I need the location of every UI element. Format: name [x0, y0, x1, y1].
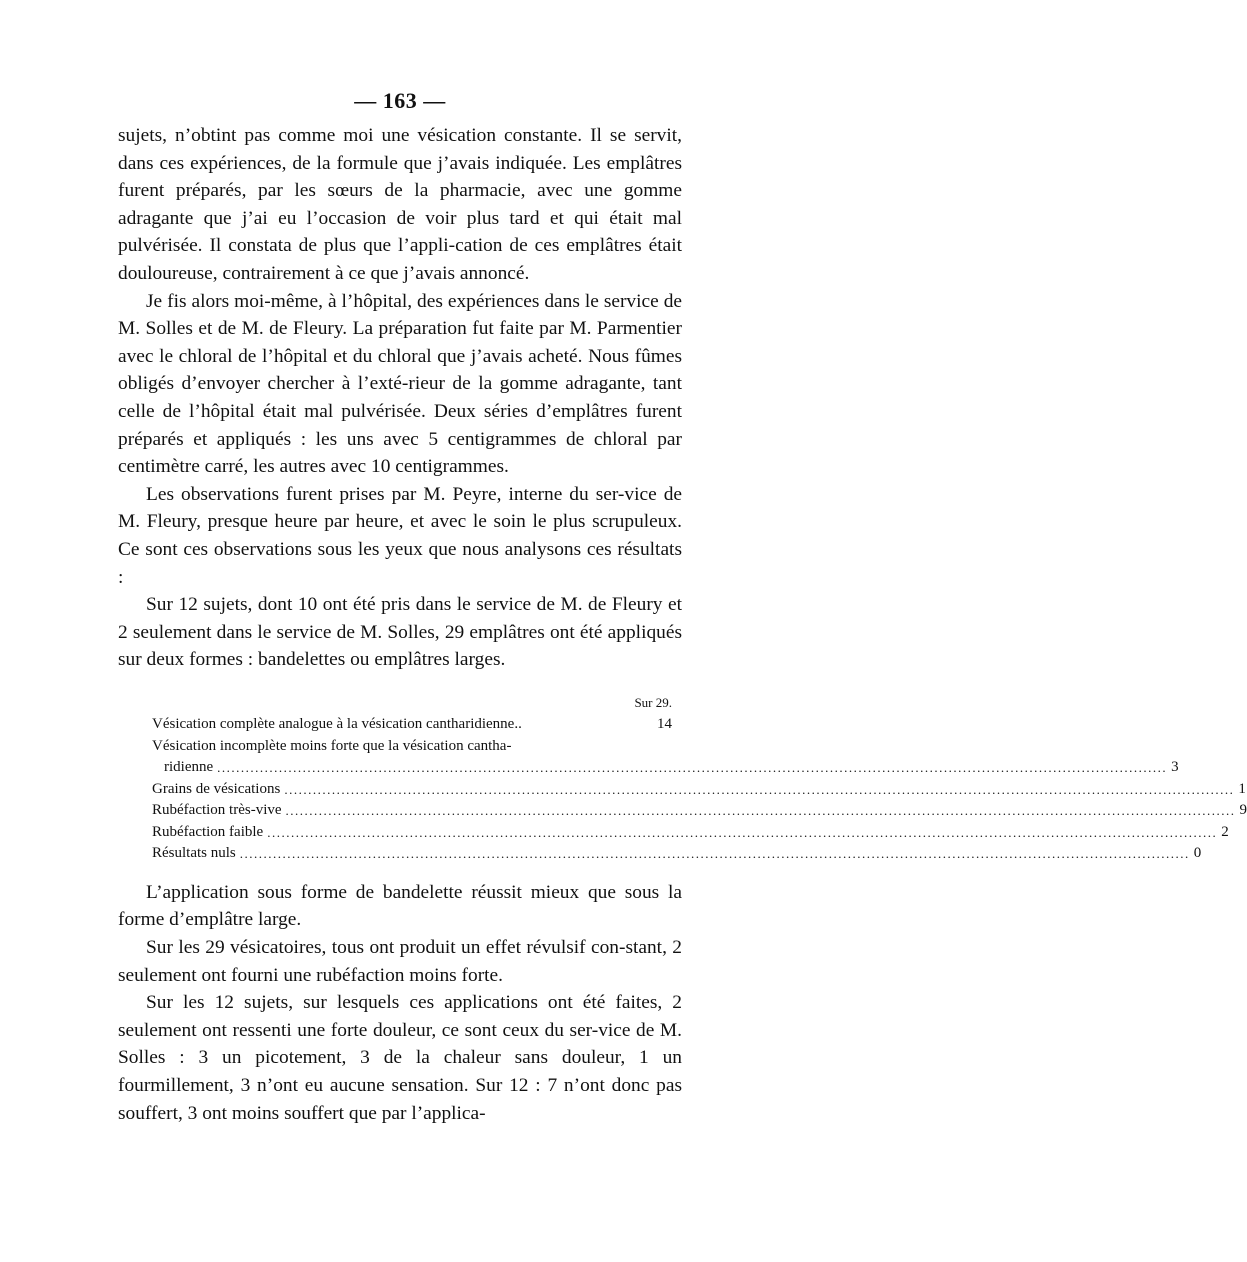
table-row-value: 2	[1221, 823, 1229, 840]
table-row-label: Rubéfaction faible	[152, 823, 264, 840]
body-text-bottom	[118, 879, 682, 1127]
dot-leader: ........................................................................................................................................................................................................	[284, 781, 1235, 797]
paragraph: Je fis alors moi-même, à l’hôpital, des expériences dans le service de M. Solles et de M. de Fleury. La préparation fut faite par M. Parmentier avec le chloral de l’hôpital et du chloral que j’avais acheté. Nous fûmes obligés d’envoyer chercher à l’exté-rieur de la gomme adragante, tant celle de l’hôpital était mal pulvérisée. Deux séries d’emplâtres furent préparés et appliqués : les uns avec 5 centigrammes de chloral par centimètre carré, les autres avec 10 centigrammes.	[118, 290, 682, 478]
table-row-value: 1	[1238, 780, 1246, 797]
table-row-value: 0	[1193, 845, 1202, 862]
dot-leader: ........................................................................................................................................................................................................	[217, 760, 1168, 776]
table-row-label: Vésication incomplète moins forte que la vésication cantha-	[152, 737, 512, 754]
book-page	[118, 88, 1247, 1127]
page-number: — 163 —	[354, 88, 446, 113]
table-row	[152, 822, 1229, 844]
table-row-value: 3	[1171, 759, 1179, 776]
table-row-value: 14	[657, 716, 672, 733]
table-row	[152, 736, 672, 758]
table-row	[152, 843, 1202, 865]
table-rows	[152, 714, 1247, 865]
table-row-value: 9	[1239, 802, 1247, 819]
dot-leader: ........................................................................................................................................................................................................	[285, 803, 1236, 819]
paragraph: Sur 12 sujets, dont 10 ont été pris dans le service de M. de Fleury et 2 seulement dans le service de M. Solles, 29 emplâtres ont été appliqués sur deux formes : bandelettes ou emplâtres larges.	[118, 594, 682, 671]
paragraph: L’application sous forme de bandelette réussit mieux que sous la forme d’emplâtre large.	[118, 881, 682, 931]
paragraph: Les observations furent prises par M. Peyre, interne du ser-vice de M. Fleury, presque heure par heure, et avec le soin le plus scrupuleux. Ce sont ces observations sous les yeux que nous analysons ces résultats :	[118, 483, 682, 588]
paragraph: Sur les 29 vésicatoires, tous ont produit un effet révulsif con-stant, 2 seulement ont fourni une rubéfaction moins forte.	[118, 937, 682, 986]
dot-leader: ........................................................................................................................................................................................................	[239, 846, 1190, 862]
dot-leader: ........................................................................................................................................................................................................	[267, 824, 1218, 840]
table-row-label: Grains de vésications	[152, 780, 281, 797]
results-table	[152, 692, 1247, 865]
paragraph: Sur les 12 sujets, sur lesquels ces applications ont été faites, 2 seulement ont ressenti une forte douleur, ce sont ceux du ser-vice de M. Solles : 3 un picotement, 3 de la chaleur sans douleur, 1 un fourmillement, 3 n’ont eu aucune sensation. Sur 12 : 7 n’ont donc pas souffert, 3 ont moins souffert que par l’applica-	[118, 992, 682, 1124]
table-header: Sur 29.	[634, 694, 672, 710]
table-row	[152, 779, 1246, 801]
table-row-label: Vésication complète analogue à la vésication cantharidienne..	[152, 716, 522, 733]
table-row	[152, 800, 1247, 822]
table-row	[152, 714, 672, 736]
paragraph: sujets, n’obtint pas comme moi une vésication constante. Il se servit, dans ces expériences, de la formule que j’avais indiquée. Les emplâtres furent préparés, par les sœurs de la pharmacie, avec une gomme adragante que j’ai eu l’occasion de voir plus tard et qui était mal pulvérisée. Il constata de plus que l’appli-cation de ces emplâtres était douloureuse, contrairement à ce que j’avais annoncé.	[118, 125, 682, 284]
table-row-label: Résultats nuls	[152, 845, 236, 862]
table-row-label: ridienne	[164, 759, 214, 776]
body-text-top	[118, 122, 682, 674]
table-row-label: Rubéfaction très-vive	[152, 802, 282, 819]
table-row	[152, 757, 1179, 779]
